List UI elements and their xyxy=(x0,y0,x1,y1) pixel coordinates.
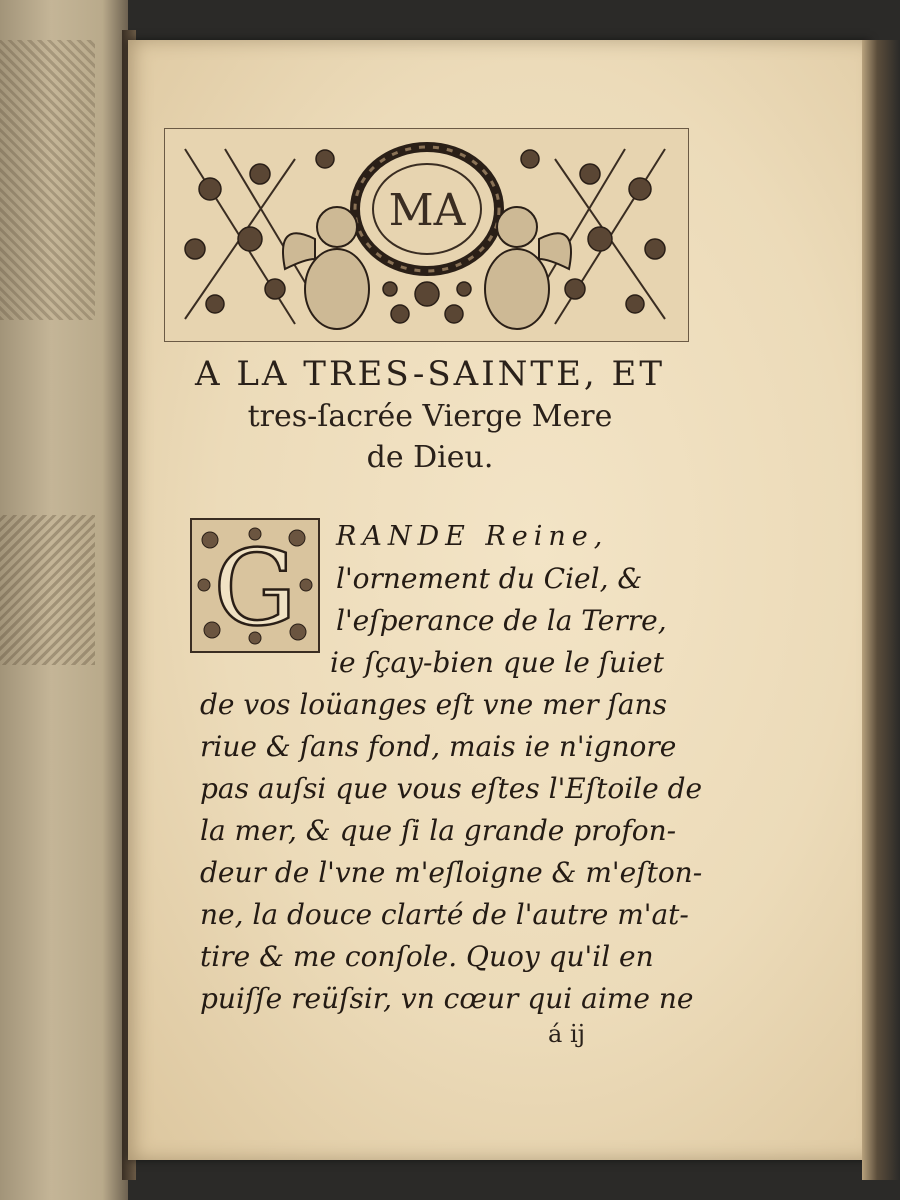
facing-page-ornament xyxy=(0,40,95,320)
floral-initial-icon xyxy=(192,520,318,651)
headpiece-engraving-icon xyxy=(165,129,688,341)
title-line-2: tres-ſacrée Vierge Mere xyxy=(247,399,613,434)
body-line: l'eſperance de la Terre, xyxy=(336,604,667,637)
body-line: riue & ſans fond, mais ie n'ignore xyxy=(200,730,677,763)
body-line: RANDE Reine, xyxy=(336,521,609,552)
monogram: MA xyxy=(388,185,466,236)
body-line: deur de l'vne m'eſloigne & m'eſton- xyxy=(200,856,703,889)
engraved-headpiece xyxy=(164,128,689,342)
body-line: ne, la douce clarté de l'autre m'at- xyxy=(200,898,689,931)
body-line: de vos loüanges eſt vne mer ſans xyxy=(200,688,667,721)
drop-capital xyxy=(190,518,320,653)
body-line: l'ornement du Ciel, & xyxy=(336,562,643,595)
body-line: pas auſsi que vous eſtes l'Eſtoile de xyxy=(200,772,703,805)
title-line-1: A LA TRES-SAINTE, ET xyxy=(194,354,666,394)
body-line: la mer, & que ſi la grande profon- xyxy=(200,814,677,847)
signature-mark: á ij xyxy=(548,1020,586,1048)
facing-page xyxy=(0,0,128,1200)
body-line: puiſſe reüſsir, vn cœur qui aime ne xyxy=(200,982,694,1015)
dedication-title xyxy=(130,352,730,478)
drop-capital-letter: G xyxy=(213,527,297,649)
page-fore-edge xyxy=(862,40,900,1180)
title-line-3: de Dieu. xyxy=(366,440,494,475)
body-line: tire & me conſole. Quoy qu'il en xyxy=(200,940,654,973)
facing-page-ornament-lower xyxy=(0,515,95,665)
body-line: ie ſçay-bien que le ſuiet xyxy=(330,646,664,679)
